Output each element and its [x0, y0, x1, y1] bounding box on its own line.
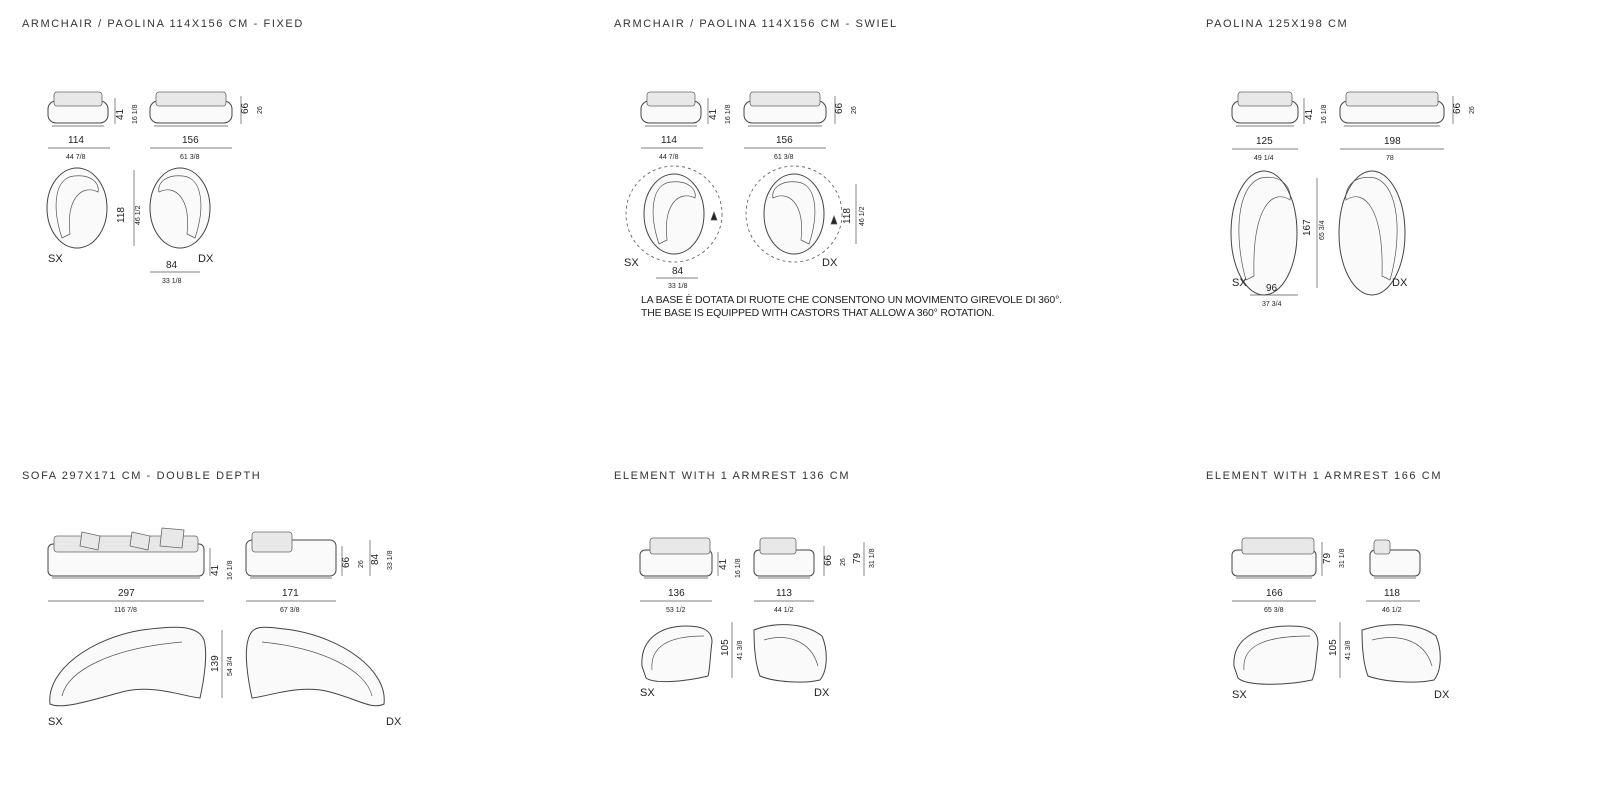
panel-sofa-double-depth — [22, 470, 582, 800]
dim-h2: 66 — [1452, 102, 1463, 114]
dim-b: 84 — [672, 266, 684, 277]
dim-w2: 198 — [1384, 136, 1401, 147]
dim-w1: 166 — [1266, 588, 1283, 599]
label-sx: SX — [48, 716, 63, 728]
panel-paolina-125x198 — [1206, 18, 1605, 348]
dim-w1: 114 — [68, 135, 84, 146]
label-dx: DX — [822, 257, 838, 269]
dim-w1: 125 — [1256, 136, 1273, 147]
dim-d: 167 — [1302, 219, 1313, 236]
paolina-drawing — [1206, 18, 1586, 348]
dim-h1: 41 — [210, 564, 221, 576]
dim-w2: 156 — [776, 135, 793, 146]
element-front-view — [640, 538, 712, 578]
sofa-plan-dx — [246, 627, 384, 706]
label-sx: SX — [1232, 689, 1247, 701]
armchair-fixed-drawing — [22, 18, 582, 348]
dim-d-in: 65 3/4 — [1319, 220, 1326, 240]
dim-w1-in: 53 1/2 — [666, 607, 686, 614]
armchair-side-view — [744, 92, 826, 126]
panel-title: SOFA 297X171 CM - DOUBLE DEPTH — [22, 470, 262, 482]
dim-h2-in: 26 — [840, 558, 847, 566]
dim-w1-in: 44 7/8 — [659, 154, 679, 161]
dim-h1-in: 16 1/8 — [132, 104, 139, 124]
label-sx: SX — [640, 687, 655, 699]
dim-b-in: 33 1/8 — [162, 278, 182, 285]
paolina-front-view — [1232, 92, 1298, 126]
armchair-side-view — [150, 92, 232, 126]
dim-h2-in: 26 — [851, 106, 858, 114]
dim-h3: 79 — [852, 552, 863, 564]
dim-w1: 297 — [118, 588, 135, 599]
element-plan-dx — [754, 625, 826, 682]
dim-d: 105 — [1328, 639, 1339, 656]
dim-h3-in: 31 1/8 — [869, 548, 876, 568]
armchair-plan-sx — [626, 166, 722, 262]
dim-w2: 113 — [776, 588, 792, 599]
dim-h2: 66 — [341, 556, 352, 568]
panel-element-136 — [614, 470, 1174, 800]
swivel-note-english: THE BASE IS EQUIPPED WITH CASTORS THAT ALLOW A 360° ROTATION. — [641, 307, 995, 319]
dim-d-in: 41 3/8 — [1345, 640, 1352, 660]
label-sx: SX — [1232, 277, 1247, 289]
label-sx: SX — [624, 257, 639, 269]
panel-title: ARMCHAIR / PAOLINA 114X156 CM - SWIEL — [614, 18, 898, 30]
panel-title: ELEMENT WITH 1 ARMREST 166 CM — [1206, 470, 1443, 482]
dim-h2-in: 26 — [257, 106, 264, 114]
panel-element-166 — [1206, 470, 1605, 800]
dim-d: 118 — [116, 207, 127, 223]
dim-h1: 41 — [1304, 108, 1315, 120]
dim-w2-in: 46 1/2 — [1382, 607, 1402, 614]
element-plan-sx — [642, 626, 712, 682]
dim-w1-in: 65 3/8 — [1264, 607, 1284, 614]
dim-h2: 66 — [823, 554, 834, 566]
dim-h1-in: 16 1/8 — [227, 560, 234, 580]
sofa-side-view — [246, 532, 336, 578]
element-plan-sx — [1234, 626, 1318, 684]
dim-h1-in: 16 1/8 — [735, 558, 742, 578]
sofa-front-view — [48, 528, 204, 578]
dim-h1-in: 16 1/8 — [1321, 104, 1328, 124]
dim-d-in: 41 3/8 — [737, 640, 744, 660]
swivel-note-italian: LA BASE È DOTATA DI RUOTE CHE CONSENTONO UN MOVIMENTO GIREVOLE DI 360°. — [641, 294, 1062, 306]
dim-h1: 41 — [708, 108, 719, 120]
dim-d: 139 — [210, 655, 221, 672]
label-sx: SX — [48, 253, 63, 265]
element-136-drawing — [614, 470, 1174, 760]
dim-d-in: 46 1/2 — [859, 206, 866, 226]
sofa-drawing — [22, 470, 582, 760]
dim-d: 105 — [720, 639, 731, 656]
dim-d-in: 46 1/2 — [135, 205, 142, 225]
dim-h2-in: 26 — [1469, 106, 1476, 114]
dim-h1: 79 — [1322, 552, 1333, 564]
element-side-view — [1370, 540, 1420, 578]
label-dx: DX — [814, 687, 830, 699]
panel-armchair-swivel — [614, 18, 1174, 348]
dim-w1-in: 44 7/8 — [66, 154, 86, 161]
dim-d-in: 54 3/4 — [227, 656, 234, 676]
label-dx: DX — [1392, 277, 1408, 289]
dim-w1-in: 49 1/4 — [1254, 155, 1274, 162]
dim-h1: 41 — [718, 558, 729, 570]
panel-title: PAOLINA 125X198 CM — [1206, 18, 1349, 30]
label-dx: DX — [386, 716, 402, 728]
element-front-view — [1232, 538, 1316, 578]
armchair-front-view — [641, 92, 701, 126]
dim-h2: 66 — [240, 102, 251, 114]
dim-d: 118 — [842, 208, 853, 224]
paolina-side-view — [1340, 92, 1444, 126]
sofa-plan-sx — [50, 627, 206, 706]
dim-h1-in: 16 1/8 — [725, 104, 732, 124]
dim-h2: 66 — [834, 102, 845, 114]
dim-h1-in: 31 1/8 — [1339, 548, 1346, 568]
dim-b: 84 — [166, 260, 178, 271]
armchair-plan-dx — [746, 166, 842, 262]
armchair-front-view — [48, 92, 108, 126]
dim-w2-in: 61 3/8 — [180, 154, 200, 161]
dim-w2-in: 61 3/8 — [774, 154, 794, 161]
dim-w1: 136 — [668, 588, 685, 599]
dim-h1: 41 — [115, 108, 126, 120]
dim-h2-in: 26 — [358, 560, 365, 568]
dim-h3: 84 — [370, 553, 381, 565]
dim-w2-in: 44 1/2 — [774, 607, 794, 614]
panel-armchair-fixed — [22, 18, 582, 348]
panel-title: ARMCHAIR / PAOLINA 114X156 CM - FIXED — [22, 18, 304, 30]
dim-w2: 171 — [282, 588, 299, 599]
dim-b: 96 — [1266, 283, 1278, 294]
dim-h3-in: 33 1/8 — [387, 550, 394, 570]
dim-w1: 114 — [661, 135, 677, 146]
label-dx: DX — [198, 253, 214, 265]
dim-b-in: 33 1/8 — [668, 283, 688, 290]
dim-w2-in: 78 — [1386, 155, 1394, 162]
element-166-drawing — [1206, 470, 1586, 760]
dim-w2-in: 67 3/8 — [280, 607, 300, 614]
panel-title: ELEMENT WITH 1 ARMREST 136 CM — [614, 470, 851, 482]
dim-b-in: 37 3/4 — [1262, 301, 1282, 308]
armchair-plan-sx — [47, 168, 107, 248]
dim-w1-in: 116 7/8 — [114, 607, 137, 614]
dim-w2: 118 — [1384, 588, 1400, 599]
dim-w2: 156 — [182, 135, 199, 146]
element-plan-dx — [1362, 625, 1440, 682]
element-side-view — [754, 538, 814, 578]
armchair-plan-dx — [150, 168, 210, 248]
label-dx: DX — [1434, 689, 1450, 701]
